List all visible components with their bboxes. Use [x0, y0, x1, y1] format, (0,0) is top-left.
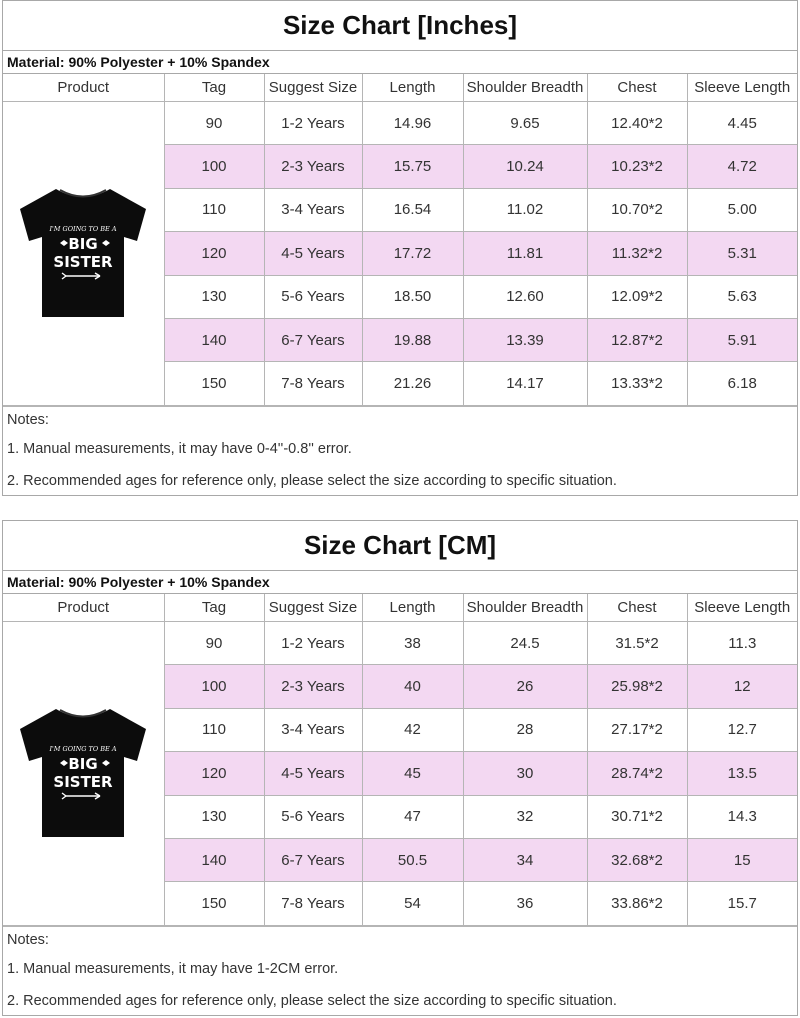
svg-text:I'M GOING TO BE A: I'M GOING TO BE A	[49, 225, 117, 234]
note-2: 2. Recommended ages for reference only, please select the size according to specific situation.	[7, 472, 617, 489]
size-chart-cm	[2, 520, 798, 1016]
size-table	[3, 74, 797, 406]
col-length: Length	[362, 74, 463, 102]
tag-cell: 90	[164, 622, 264, 665]
size-cell: 2-3 Years	[264, 145, 362, 188]
length-cell: 54	[362, 882, 463, 925]
tag-cell: 130	[164, 795, 264, 838]
length-cell: 14.96	[362, 102, 463, 145]
tag-cell: 130	[164, 275, 264, 318]
sleeve-cell: 4.72	[687, 145, 797, 188]
sleeve-cell: 15	[687, 838, 797, 881]
tshirt-image	[16, 703, 150, 843]
shoulder-cell: 30	[463, 752, 587, 795]
length-cell: 45	[362, 752, 463, 795]
product-image-cell	[3, 102, 164, 406]
size-cell: 4-5 Years	[264, 232, 362, 275]
col-length: Length	[362, 594, 463, 622]
tag-cell: 100	[164, 145, 264, 188]
tag-cell: 110	[164, 708, 264, 751]
shoulder-cell: 34	[463, 838, 587, 881]
col-suggest-size: Suggest Size	[264, 594, 362, 622]
length-cell: 17.72	[362, 232, 463, 275]
sleeve-cell: 4.45	[687, 102, 797, 145]
chest-cell: 10.23*2	[587, 145, 687, 188]
svg-text:SISTER: SISTER	[53, 773, 113, 792]
note-2: 2. Recommended ages for reference only, please select the size according to specific situation.	[7, 992, 617, 1009]
notes-section	[3, 406, 797, 498]
col-product: Product	[3, 74, 164, 102]
chest-cell: 30.71*2	[587, 795, 687, 838]
material-line: Material: 90% Polyester + 10% Spandex	[3, 571, 797, 594]
col-shoulder-breadth: Shoulder Breadth	[463, 594, 587, 622]
tag-cell: 110	[164, 188, 264, 231]
tag-cell: 90	[164, 102, 264, 145]
svg-text:I'M GOING TO BE A: I'M GOING TO BE A	[49, 745, 117, 754]
size-cell: 1-2 Years	[264, 102, 362, 145]
chart-title: Size Chart [Inches]	[3, 1, 797, 51]
sleeve-cell: 12.7	[687, 708, 797, 751]
length-cell: 18.50	[362, 275, 463, 318]
chest-cell: 11.32*2	[587, 232, 687, 275]
tag-cell: 150	[164, 882, 264, 925]
sleeve-cell: 11.3	[687, 622, 797, 665]
size-cell: 6-7 Years	[264, 318, 362, 361]
sleeve-cell: 5.91	[687, 318, 797, 361]
shoulder-cell: 32	[463, 795, 587, 838]
sleeve-cell: 5.63	[687, 275, 797, 318]
sleeve-cell: 12	[687, 665, 797, 708]
size-table	[3, 594, 797, 926]
shoulder-cell: 9.65	[463, 102, 587, 145]
col-sleeve-length: Sleeve Length	[687, 74, 797, 102]
length-cell: 21.26	[362, 362, 463, 405]
shoulder-cell: 14.17	[463, 362, 587, 405]
tag-cell: 150	[164, 362, 264, 405]
chest-cell: 27.17*2	[587, 708, 687, 751]
shoulder-cell: 12.60	[463, 275, 587, 318]
sleeve-cell: 5.31	[687, 232, 797, 275]
header-row	[3, 74, 797, 102]
svg-text:SISTER: SISTER	[53, 253, 113, 272]
note-1: 1. Manual measurements, it may have 0-4''-0.8'' error.	[7, 440, 352, 457]
chart-title: Size Chart [CM]	[3, 521, 797, 571]
chest-cell: 13.33*2	[587, 362, 687, 405]
shoulder-cell: 36	[463, 882, 587, 925]
chest-cell: 10.70*2	[587, 188, 687, 231]
shoulder-cell: 10.24	[463, 145, 587, 188]
chest-cell: 33.86*2	[587, 882, 687, 925]
size-cell: 7-8 Years	[264, 362, 362, 405]
shoulder-cell: 13.39	[463, 318, 587, 361]
size-cell: 3-4 Years	[264, 708, 362, 751]
col-product: Product	[3, 594, 164, 622]
col-chest: Chest	[587, 594, 687, 622]
tag-cell: 140	[164, 838, 264, 881]
material-line: Material: 90% Polyester + 10% Spandex	[3, 51, 797, 74]
sleeve-cell: 14.3	[687, 795, 797, 838]
header-row	[3, 594, 797, 622]
col-tag: Tag	[164, 594, 264, 622]
tag-cell: 120	[164, 232, 264, 275]
size-chart-inches	[2, 0, 798, 496]
length-cell: 16.54	[362, 188, 463, 231]
shoulder-cell: 26	[463, 665, 587, 708]
col-shoulder-breadth: Shoulder Breadth	[463, 74, 587, 102]
sleeve-cell: 6.18	[687, 362, 797, 405]
product-image-cell	[3, 622, 164, 926]
size-cell: 7-8 Years	[264, 882, 362, 925]
chest-cell: 12.09*2	[587, 275, 687, 318]
notes-title: Notes:	[7, 931, 49, 948]
length-cell: 38	[362, 622, 463, 665]
size-cell: 3-4 Years	[264, 188, 362, 231]
col-sleeve-length: Sleeve Length	[687, 594, 797, 622]
size-cell: 4-5 Years	[264, 752, 362, 795]
note-1: 1. Manual measurements, it may have 1-2CM error.	[7, 960, 339, 977]
chest-cell: 32.68*2	[587, 838, 687, 881]
size-cell: 5-6 Years	[264, 275, 362, 318]
chest-cell: 31.5*2	[587, 622, 687, 665]
sleeve-cell: 13.5	[687, 752, 797, 795]
chest-cell: 12.40*2	[587, 102, 687, 145]
col-suggest-size: Suggest Size	[264, 74, 362, 102]
col-tag: Tag	[164, 74, 264, 102]
shoulder-cell: 24.5	[463, 622, 587, 665]
table-row	[3, 622, 797, 665]
length-cell: 15.75	[362, 145, 463, 188]
tag-cell: 120	[164, 752, 264, 795]
length-cell: 47	[362, 795, 463, 838]
length-cell: 19.88	[362, 318, 463, 361]
col-chest: Chest	[587, 74, 687, 102]
length-cell: 42	[362, 708, 463, 751]
shoulder-cell: 28	[463, 708, 587, 751]
chest-cell: 12.87*2	[587, 318, 687, 361]
chest-cell: 28.74*2	[587, 752, 687, 795]
svg-text:BIG: BIG	[68, 755, 98, 774]
svg-text:BIG: BIG	[68, 235, 98, 254]
shoulder-cell: 11.81	[463, 232, 587, 275]
size-cell: 2-3 Years	[264, 665, 362, 708]
sleeve-cell: 5.00	[687, 188, 797, 231]
shoulder-cell: 11.02	[463, 188, 587, 231]
size-cell: 5-6 Years	[264, 795, 362, 838]
size-cell: 1-2 Years	[264, 622, 362, 665]
length-cell: 40	[362, 665, 463, 708]
notes-section	[3, 926, 797, 1018]
notes-title: Notes:	[7, 411, 49, 428]
size-cell: 6-7 Years	[264, 838, 362, 881]
chest-cell: 25.98*2	[587, 665, 687, 708]
tag-cell: 100	[164, 665, 264, 708]
table-row	[3, 102, 797, 145]
sleeve-cell: 15.7	[687, 882, 797, 925]
tshirt-image	[16, 183, 150, 323]
length-cell: 50.5	[362, 838, 463, 881]
tag-cell: 140	[164, 318, 264, 361]
